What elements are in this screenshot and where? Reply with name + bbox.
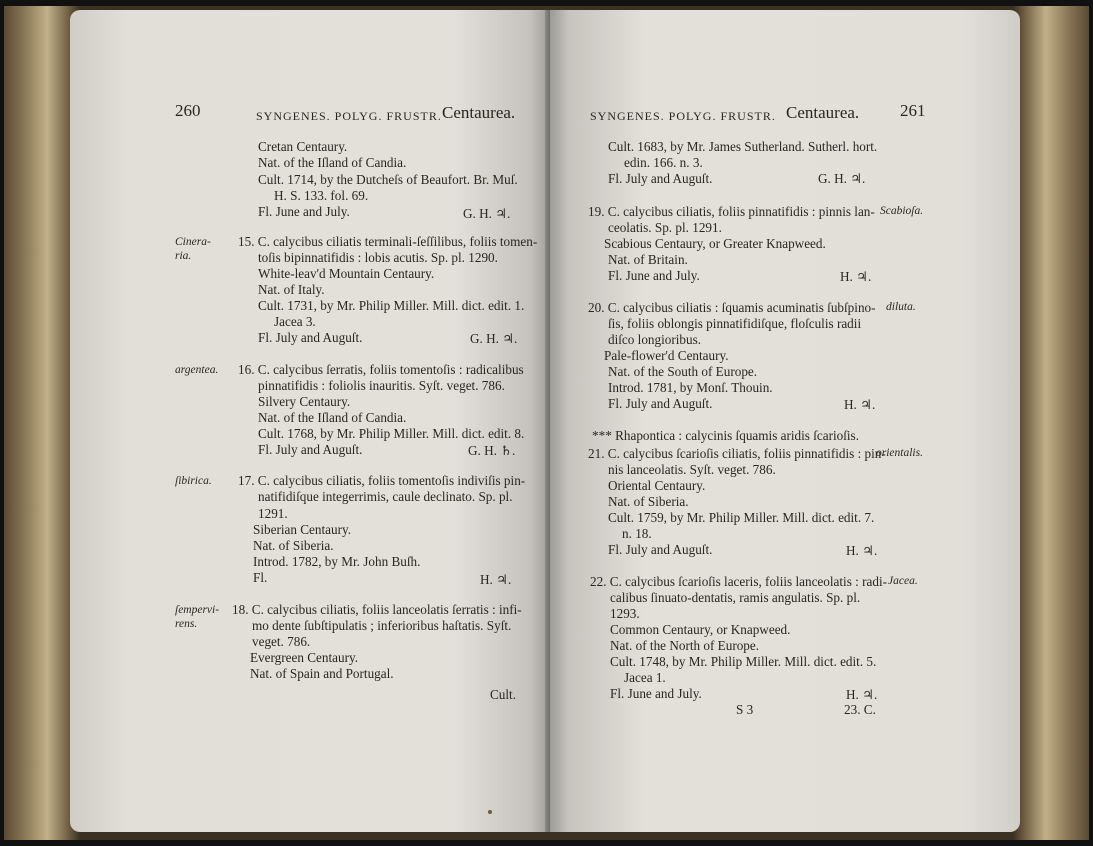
entry-line: Nat. of Italy. (258, 282, 325, 297)
entry-line: ſis, foliis oblongis pinnatifidiſque, floſculis radii (608, 316, 862, 331)
running-head-genus: Centaurea. (786, 103, 860, 122)
habitat-symbol: G. H. ♃. (470, 331, 518, 346)
entry-line: Introd. 1782, by Mr. John Buſh. (253, 554, 421, 569)
margin-note: Cinera- (175, 236, 211, 248)
entry-line: Fl. June and July. (610, 686, 702, 701)
entry-line: Evergreen Centaury. (250, 650, 359, 665)
entry-line: Introd. 1781, by Monſ. Thouin. (608, 380, 773, 395)
entry-line: Nat. of the North of Europe. (610, 638, 760, 653)
entry-line: Cult. 1731, by Mr. Philip Miller. Mill. dict. edit. 1. (258, 298, 525, 313)
entry-line: toſis bipinnatifidis : lobis acutis. Sp. pl. 1290. (258, 250, 498, 265)
habitat-symbol: G. H. ♃. (818, 171, 866, 186)
entry-line: Nat. of Siberia. (253, 538, 334, 553)
entry-line: Common Centaury, or Knapweed. (610, 622, 791, 637)
entry-line: Cult. 1768, by Mr. Philip Miller. Mill. dict. edit. 8. (258, 426, 525, 441)
entry-line: Nat. of Britain. (608, 252, 688, 267)
page-number: 260 (175, 101, 201, 120)
margin-note: Jacea. (888, 575, 918, 587)
entry-line: Fl. (253, 570, 268, 585)
entry-line: Cretan Centaury. (258, 139, 348, 154)
entry-line: 17. C. calycibus ciliatis, foliis tomentoſis indiviſis pin- (238, 473, 526, 488)
entry-line: Pale-flower'd Centaury. (604, 348, 729, 363)
page-number: 261 (900, 101, 926, 120)
entry-line: 16. C. calycibus ſerratis, foliis tomentoſis : radicalibus (238, 362, 524, 377)
margin-note: rens. (175, 618, 198, 630)
entry-line: diſco longioribus. (608, 332, 702, 347)
entry-line: ceolatis. Sp. pl. 1291. (608, 220, 722, 235)
entry-line: 22. C. calycibus ſcarioſis laceris, foliis lanceolatis : radi- (590, 574, 887, 589)
entry-line: 18. C. calycibus ciliatis, foliis lanceolatis ſerratis : infi- (232, 602, 522, 617)
entry-line: Fl. July and Auguſt. (608, 171, 713, 186)
margin-note: ſibirica. (175, 475, 212, 487)
habitat-symbol: H. ♃. (844, 397, 876, 412)
signature-mark: S 3 (736, 702, 754, 717)
entry-line: Fl. July and Auguſt. (608, 396, 713, 411)
entry-line: Jacea 1. (624, 670, 666, 685)
ink-spot (488, 810, 492, 814)
section-heading: *** Rhapontica : calycinis ſquamis aridis ſcarioſis. (592, 428, 859, 443)
entry-line: 1291. (258, 506, 288, 521)
left-page (70, 10, 550, 832)
margin-note: ſempervi- (175, 604, 220, 616)
entry-line: Nat. of the Iſland of Candia. (258, 155, 407, 170)
entry-line: nis lanceolatis. Syſt. veget. 786. (608, 462, 776, 477)
entry-line: Cult. 1714, by the Dutcheſs of Beaufort. Br. Muſ. (258, 172, 518, 187)
entry-line: n. 18. (622, 526, 652, 541)
entry-line: Fl. June and July. (258, 204, 350, 219)
entry-line: 1293. (610, 606, 640, 621)
margin-note: ria. (175, 250, 192, 262)
entry-line: White-leav'd Mountain Centaury. (258, 266, 435, 281)
entry-line: edin. 166. n. 3. (624, 155, 703, 170)
running-head-genus: Centaurea. (442, 103, 516, 122)
entry-line: Oriental Centaury. (608, 478, 706, 493)
entry-line: Nat. of the South of Europe. (608, 364, 758, 379)
entry-line: Fl. July and Auguſt. (258, 442, 363, 457)
margin-note: diluta. (886, 301, 916, 313)
habitat-symbol: H. ♃. (846, 687, 878, 702)
entry-line: 20. C. calycibus ciliatis : ſquamis acuminatis ſubſpino- (588, 300, 876, 315)
entry-line: Cult. 1759, by Mr. Philip Miller. Mill. dict. edit. 7. (608, 510, 875, 525)
entry-line: natifidiſque integerrimis, caule declinato. Sp. pl. (258, 489, 513, 504)
margin-note: argentea. (175, 364, 219, 376)
entry-line: Cult. 1748, by Mr. Philip Miller. Mill. dict. edit. 5. (610, 654, 877, 669)
entry-line: Jacea 3. (274, 314, 316, 329)
entry-line: calibus ſinuato-dentatis, ramis angulatis. Sp. pl. (610, 590, 861, 605)
running-head: SYNGENES. POLYG. FRUSTR. (590, 109, 776, 123)
entry-line: Siberian Centaury. (253, 522, 352, 537)
entry-line: Nat. of Spain and Portugal. (250, 666, 394, 681)
habitat-symbol: G. H. ♃. (463, 206, 511, 221)
margin-note: orientalis. (876, 447, 923, 459)
entry-line: veget. 786. (252, 634, 311, 649)
habitat-symbol: H. ♃. (840, 269, 872, 284)
entry-line: Cult. 1683, by Mr. James Sutherland. Sutherl. hort. (608, 139, 878, 154)
habitat-symbol: H. ♃. (846, 543, 878, 558)
running-head: SYNGENES. POLYG. FRUSTR. (256, 109, 442, 123)
entry-line: pinnatifidis : foliolis inauritis. Syſt. veget. 786. (258, 378, 505, 393)
entry-line: Fl. June and July. (608, 268, 700, 283)
entry-line: Fl. July and Auguſt. (258, 330, 363, 345)
catchword: 23. C. (844, 702, 876, 717)
entry-line: 19. C. calycibus ciliatis, foliis pinnatifidis : pinnis lan- (588, 204, 875, 219)
entry-line: 15. C. calycibus ciliatis terminali-ſeſſilibus, foliis tomen- (238, 234, 538, 249)
entry-line: 21. C. calycibus ſcarioſis ciliatis, foliis pinnatifidis : pin- (588, 446, 886, 461)
habitat-symbol: H. ♃. (480, 572, 512, 587)
entry-line: Nat. of the Iſland of Candia. (258, 410, 407, 425)
entry-line: mo dente ſubſtipulatis ; inferioribus haſtatis. Syſt. (252, 618, 512, 633)
entry-line: Scabious Centaury, or Greater Knapweed. (604, 236, 826, 251)
right-page (550, 10, 1020, 832)
entry-line: Nat. of Siberia. (608, 494, 689, 509)
entry-line: Silvery Centaury. (258, 394, 351, 409)
margin-note: Scabioſa. (880, 205, 924, 217)
entry-line: Fl. July and Auguſt. (608, 542, 713, 557)
entry-line: H. S. 133. fol. 69. (274, 188, 369, 203)
catchword: Cult. (490, 687, 517, 702)
habitat-symbol: G. H. ♄. (468, 443, 516, 458)
